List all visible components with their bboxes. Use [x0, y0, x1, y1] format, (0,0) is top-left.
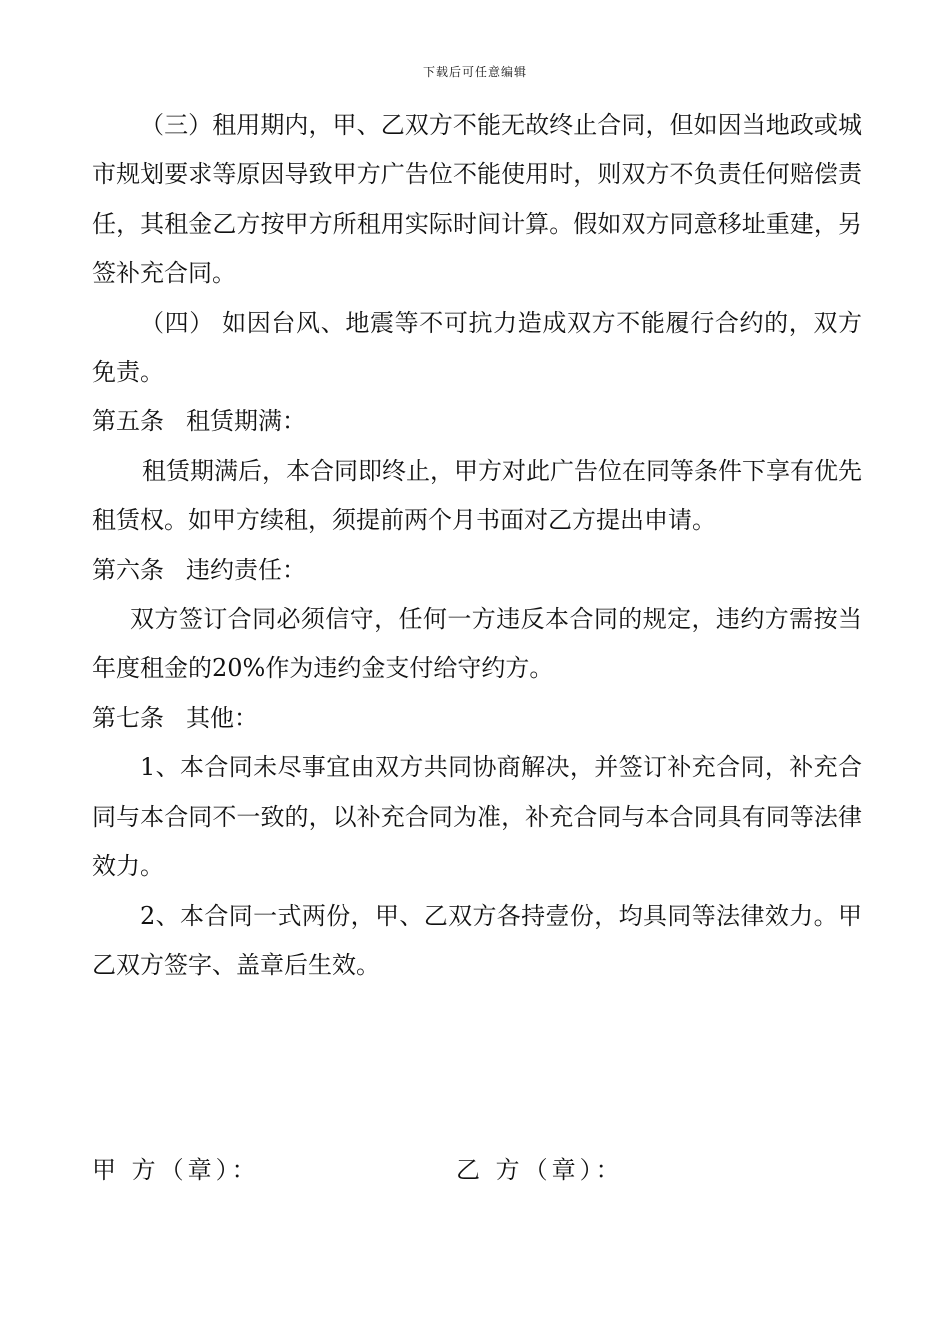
article-5-heading — [92, 397, 862, 446]
page-header: 下载后可任意编辑 — [422, 65, 527, 79]
article-5-text: 租赁期满后，本合同即终止，甲方对此广告位在同等条件下享有优先租赁权。如甲方续租，须提前两个月书面对乙方提出申请。 — [92, 456, 862, 535]
article-7-title: 其他： — [186, 703, 258, 732]
party-a-signature-label: 甲 方（章）： — [92, 1156, 260, 1184]
article-7-item-1: 1、本合同未尽事宜由双方共同协商解决，并签订补充合同，补充合同与本合同不一致的，以补充合同为准，补充合同与本合同具有同等法律效力。 — [92, 753, 862, 881]
article-7-item-2: 2、本合同一式两份，甲、乙双方各持壹份，均具同等法律效力。甲乙双方签字、盖章后生效。 — [92, 901, 862, 979]
article-6-heading — [92, 546, 862, 595]
signature-row — [92, 1150, 862, 1190]
article-6-title: 违约责任： — [186, 555, 306, 584]
article-5-number: 第五条 — [92, 407, 164, 436]
clause-paragraph-4: （四） 如因台风、地震等不可抗力造成双方不能履行合约的，双方免责。 — [92, 308, 862, 387]
article-5-title: 租赁期满： — [186, 407, 306, 436]
article-7-number: 第七条 — [92, 703, 164, 732]
article-7-heading — [92, 694, 862, 743]
party-b-signature-label: 乙 方（章）： — [456, 1156, 624, 1184]
article-6-number: 第六条 — [92, 555, 164, 584]
article-6-text: 双方签订合同必须信守，任何一方违反本合同的规定，违约方需按当年度租金的20%作为违约金支付给守约方。 — [92, 605, 862, 683]
document-body — [92, 101, 862, 990]
clause-paragraph-3: （三）租用期内，甲、乙双方不能无故终止合同，但如因当地政或城市规划要求等原因导致甲方广告位不能使用时，则双方不负责任何赔偿责任，其租金乙方按甲方所租用实际时间计算。假如双方同意移址重建，另签补充合同。 — [92, 111, 862, 288]
